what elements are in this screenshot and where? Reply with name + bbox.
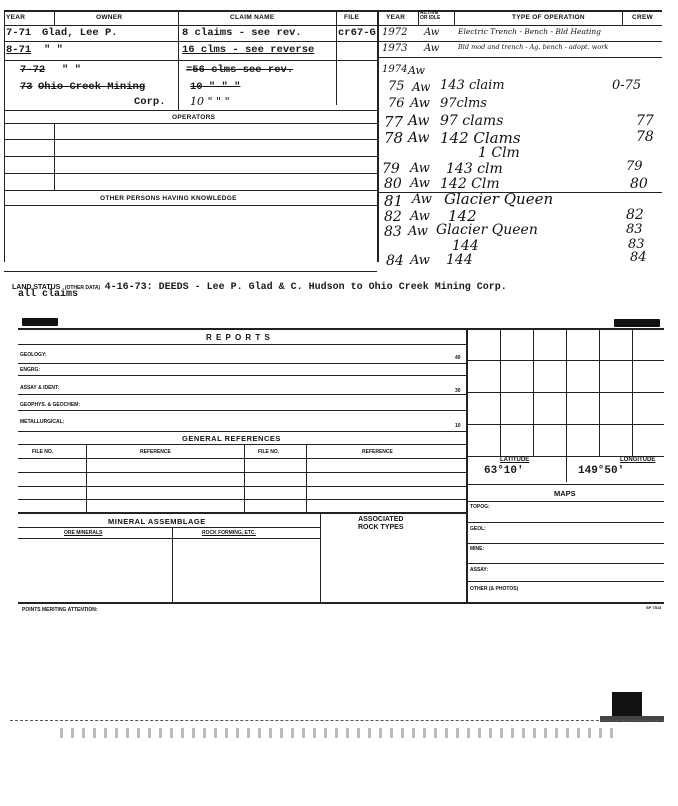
activity-row-13-operation: Glacier Queen (436, 222, 538, 238)
top-section-bottom-line (4, 271, 377, 272)
owner-row-5-claim: 10 " " " (190, 95, 230, 108)
active-idle-line1: ACTIVE (420, 10, 439, 16)
other-persons-label: OTHER PERSONS HAVING KNOWLEDGE (100, 195, 237, 202)
activity-row-2-year: 1973 (382, 43, 408, 54)
activity-row-1-status: Aw (424, 27, 440, 38)
points-meriting-label: POINTS MERITING ATTENTION: (22, 607, 98, 613)
activity-row-1-year: 1972 (382, 27, 408, 38)
grid-row-1 (466, 360, 664, 361)
activity-row-8-operation: 1 Clm (478, 145, 520, 161)
general-references-title: GENERAL REFERENCES (182, 434, 281, 443)
activity-row-2-status: Aw (424, 43, 440, 54)
reports-line-1 (18, 363, 466, 364)
activity-line-2 (378, 57, 662, 58)
crew-header: CREW (632, 14, 654, 21)
maps-line-1 (466, 522, 664, 523)
operators-col-divider (54, 123, 55, 190)
metallurgical-label: METALLURGICAL: (20, 419, 65, 425)
references-col-2 (244, 444, 245, 512)
maps-line-2 (466, 543, 664, 544)
owner-row-1-year: 7-71 (6, 27, 32, 39)
associated-rock-types (358, 516, 404, 532)
other-persons-line (4, 205, 377, 206)
operators-line-3 (4, 156, 377, 157)
activity-row-9-operation: 143 clm (446, 161, 503, 177)
activity-row-7-status: Aw (408, 130, 430, 146)
maps-assay: ASSAY: (470, 567, 489, 573)
maps-mine: MINE: (470, 546, 485, 552)
maps-line-4 (466, 581, 664, 582)
activity-row-7-operation: 142 Clams (440, 129, 521, 147)
activity-row-12-crew: 82 (626, 207, 644, 223)
activity-row-9-status: Aw (410, 161, 430, 176)
file-no-header: FILE NO. (32, 449, 54, 455)
scan-artifact-block (612, 692, 642, 718)
year-header: YEAR (6, 14, 26, 21)
references-bottom-line (18, 512, 466, 514)
operators-line-1 (4, 123, 377, 124)
lat-long-bottom-line (466, 484, 664, 485)
reference-header: REFERENCE (140, 449, 171, 455)
scan-noise-band (60, 728, 620, 738)
references-line-4 (18, 499, 466, 500)
geophys-label: GEOPHYS. & GEOCHEM: (20, 402, 81, 408)
maps-geol: GEOL: (470, 526, 486, 532)
maps-header-line (466, 501, 664, 502)
maps-title: MAPS (554, 489, 576, 498)
activity-row-6-operation: 97 clams (440, 113, 504, 129)
activity-row-5-year: 76 (388, 96, 405, 111)
maps-line-3 (466, 563, 664, 564)
activity-row-15-crew: 84 (630, 250, 647, 265)
activity-row-12-year: 82 (384, 209, 402, 225)
references-line-2 (18, 472, 466, 473)
owner-row-1-claim: 8 claims - see rev. (182, 27, 302, 39)
left-border (4, 10, 5, 262)
owner-row-2-owner: " " (44, 44, 63, 56)
activity-row-10-year: 80 (384, 176, 402, 192)
activity-row-11-operation: Glacier Queen (444, 190, 554, 208)
assemblage-divider (320, 512, 321, 602)
reports-line-2 (18, 375, 466, 376)
references-line-1 (18, 458, 466, 459)
type-of-operation-header: TYPE OF OPERATION (512, 14, 585, 21)
claim-name-header: CLAIM NAME (230, 14, 275, 21)
activity-row-12-operation: 142 (448, 207, 477, 225)
activity-row-1-operation: Electric Trench - Bench - Bld Heating (458, 27, 601, 36)
right-panel-divider (466, 328, 468, 602)
lat-long-divider (566, 456, 567, 482)
rock-types-label: ROCK TYPES (358, 524, 404, 531)
geology-label: GEOLOGY: (20, 352, 47, 358)
geology-num: 40 (455, 355, 461, 361)
activity-row-4-crew: 0-75 (612, 78, 642, 93)
bottom-section-bottom-line (18, 602, 664, 604)
activity-row-14-operation: 144 (452, 238, 479, 254)
active-idle-header (420, 11, 440, 21)
file-header: FILE (344, 14, 360, 21)
engrg-label: ENGRG: (20, 367, 40, 373)
scan-noise-line (10, 720, 664, 721)
longitude-value: 149°50' (578, 465, 625, 477)
metallurgical-num: 10 (455, 423, 461, 429)
activity-row-11-year: 81 (384, 192, 404, 210)
latitude-value: 63°10' (484, 465, 524, 477)
activity-row-6-crew: 77 (636, 113, 654, 129)
reports-bottom-line (18, 431, 466, 432)
activity-row-9-year: 79 (382, 161, 400, 177)
owner-row-3-claim: =56 clms-see rev. (186, 64, 294, 76)
assemblage-header-line (18, 527, 320, 528)
crew-col-divider (622, 10, 623, 25)
file-no-header-2: FILE NO. (258, 449, 280, 455)
reports-line-4 (18, 410, 466, 411)
activity-line-1 (378, 41, 662, 42)
activity-divider (377, 10, 379, 262)
year-col-divider (54, 10, 55, 25)
active-col-divider (454, 10, 455, 25)
activity-row-10-operation: 142 Clm (440, 176, 500, 192)
owner-row-4-year: 73 (20, 81, 33, 93)
activity-row-7-crew: 78 (636, 129, 654, 145)
owner-header: OWNER (96, 14, 123, 21)
associated-label: ASSOCIATED (358, 516, 404, 523)
owner-row-3-year: 7-72 (20, 64, 46, 76)
activity-row-13-status: Aw (408, 224, 428, 239)
activity-row-12-status: Aw (410, 209, 430, 224)
longitude-label: LONGITUDE (620, 457, 656, 463)
land-status-sublabel: (OTHER DATA) (64, 285, 101, 291)
rock-forming-header: ROCK FORMING, ETC. (202, 530, 256, 536)
punch-mark-left (22, 318, 58, 326)
owner-row-2-year: 8-71 (6, 44, 32, 56)
land-status-label: LAND STATUS (12, 284, 61, 291)
ore-minerals-header: ORE MINERALS (64, 530, 103, 536)
reference-header-2: REFERENCE (362, 449, 393, 455)
operators-line-2 (4, 139, 377, 140)
activity-row-13-year: 83 (384, 224, 402, 240)
assemblage-line (18, 538, 320, 539)
top-border (4, 10, 662, 12)
activity-row-15-status: Aw (410, 253, 430, 268)
activity-row-3-status: Aw (408, 64, 425, 77)
activity-row-4-year: 75 (388, 79, 405, 94)
activity-year-divider (418, 10, 419, 25)
reports-line-3 (18, 394, 466, 395)
latitude-label: LATITUDE (500, 457, 530, 463)
activity-row-4-operation: 143 claim (440, 78, 505, 93)
maps-topog: TOPOG: (470, 504, 490, 510)
activity-row-2-operation: Bld mod and trench - Ag. bench - adopt. work (458, 43, 609, 51)
activity-row-11-status: Aw (412, 192, 432, 207)
bottom-section-top-line (18, 328, 664, 330)
grid-row-2 (466, 392, 664, 393)
activity-row-10-crew: 80 (630, 176, 648, 192)
grid-row-3 (466, 424, 664, 425)
activity-row-3-year: 1974 (382, 64, 408, 75)
header-bottom-line (4, 25, 662, 26)
reports-header-line (18, 344, 466, 345)
activity-row-15-operation: 144 (446, 252, 473, 268)
active-idle-line2: OR IDLE (420, 15, 441, 21)
activity-row-13-crew: 83 (626, 222, 643, 237)
owner-row-4-claim: 10 " " " (190, 81, 241, 93)
owner-row-1-file: cr67-G (338, 27, 376, 39)
owner-row-4-owner: Ohio Creek Mining (38, 81, 146, 93)
owner-row-1-owner: Glad, Lee P. (42, 27, 118, 39)
activity-row-6-status: Aw (408, 113, 430, 129)
activity-row-9-crew: 79 (626, 159, 643, 174)
assay-num: 30 (455, 388, 461, 394)
owner-row-2-claim: 16 clms - see reverse (182, 44, 315, 56)
operators-top-line (4, 110, 377, 111)
maps-other: OTHER (& PHOTOS) (470, 586, 519, 592)
references-col-1 (86, 444, 87, 512)
operators-label: OPERATORS (172, 114, 216, 121)
activity-row-6-year: 77 (384, 113, 404, 131)
land-status-row (12, 276, 507, 294)
owner-row-line-1 (4, 41, 377, 42)
activity-row-7-year: 78 (384, 129, 404, 147)
land-status-text-2: all claims (18, 289, 79, 300)
references-col-3 (306, 444, 307, 512)
activity-row-4-status: Aw (412, 80, 431, 94)
scan-artifact-bar (600, 716, 664, 722)
activity-year-header: YEAR (386, 14, 406, 21)
reports-title: R E P O R T S (206, 333, 271, 342)
activity-row-10-status: Aw (410, 176, 430, 191)
activity-row-14-crew: 83 (628, 237, 645, 252)
form-number: SP 7513 (646, 605, 662, 610)
mineral-assemblage-title: MINERAL ASSEMBLAGE (108, 517, 206, 526)
references-line-3 (18, 486, 466, 487)
activity-row-5-status: Aw (410, 96, 430, 111)
punch-mark-right (614, 319, 660, 327)
owner-row-3-owner: " " (62, 64, 81, 76)
operators-line-4 (4, 173, 377, 174)
owner-row-5-owner: Corp. (134, 96, 166, 108)
owner-row-line-2 (4, 60, 377, 61)
assay-label: ASSAY & IDENT: (20, 385, 60, 391)
activity-row-5-operation: 97clms (440, 96, 487, 111)
activity-row-15-year: 84 (386, 253, 404, 269)
other-persons-top-line (4, 190, 377, 191)
land-status-text: 4-16-73: DEEDS - Lee P. Glad & C. Hudson to Ohio Creek Mining Corp. (104, 282, 507, 293)
